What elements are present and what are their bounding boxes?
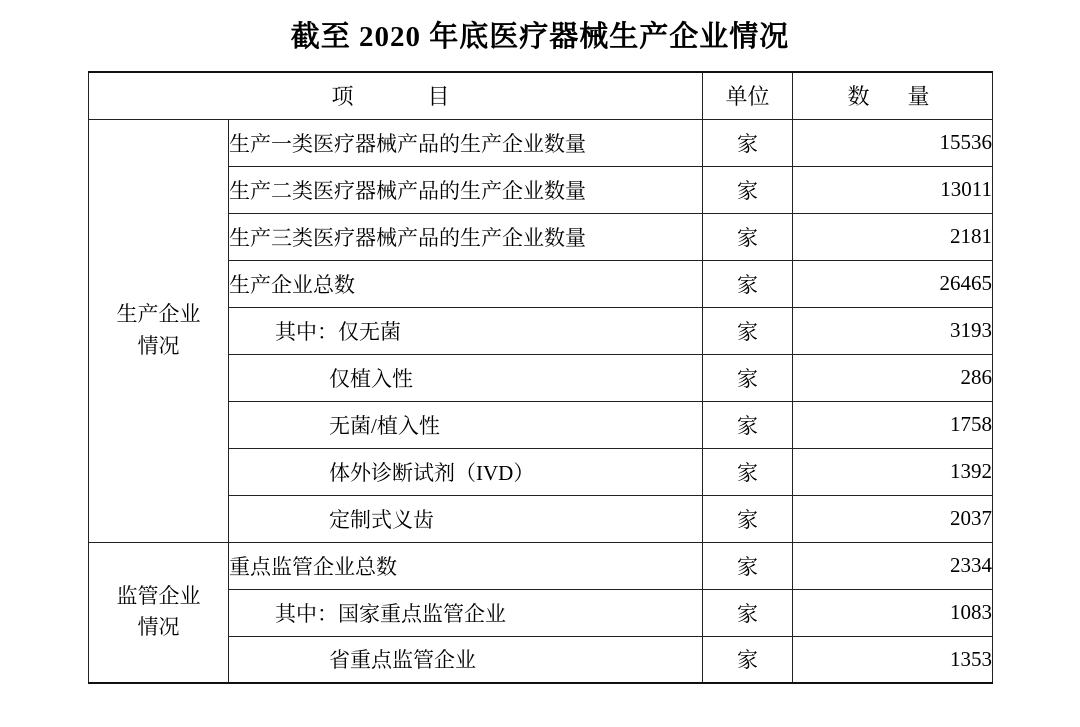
table-header-row (89, 72, 993, 119)
row-item: 生产三类医疗器械产品的生产企业数量 (229, 213, 703, 260)
row-value: 3193 (793, 307, 993, 354)
row-value: 2334 (793, 542, 993, 589)
row-item: 省重点监管企业 (229, 636, 703, 683)
row-value: 286 (793, 354, 993, 401)
row-value: 1758 (793, 401, 993, 448)
row-value: 1083 (793, 589, 993, 636)
row-item: 无菌/植入性 (229, 401, 703, 448)
row-unit: 家 (703, 307, 793, 354)
row-unit: 家 (703, 354, 793, 401)
header-unit: 单位 (703, 72, 793, 119)
row-unit: 家 (703, 166, 793, 213)
row-unit: 家 (703, 260, 793, 307)
row-item: 生产企业总数 (229, 260, 703, 307)
group-label-line1: 生产企业 (116, 302, 201, 326)
row-value: 2037 (793, 495, 993, 542)
header-value: 数 量 (793, 72, 993, 119)
row-value: 1392 (793, 448, 993, 495)
table-row (89, 119, 993, 166)
table-container (0, 71, 1080, 684)
row-item: 定制式义齿 (229, 495, 703, 542)
row-unit: 家 (703, 119, 793, 166)
medical-device-manufacturers-table (88, 71, 993, 684)
page-title: 截至 2020 年底医疗器械生产企业情况 (290, 21, 790, 53)
group-label-supervision (89, 542, 229, 683)
row-item: 其中：国家重点监管企业 (229, 589, 703, 636)
group-label-line2: 情况 (137, 333, 180, 358)
row-item: 体外诊断试剂（IVD） (229, 448, 703, 495)
row-unit: 家 (703, 542, 793, 589)
row-value: 2181 (793, 213, 993, 260)
row-value: 15536 (793, 119, 993, 166)
group-label-line1: 监管企业 (116, 583, 201, 608)
row-unit: 家 (703, 213, 793, 260)
row-value: 1353 (793, 636, 993, 683)
row-item: 重点监管企业总数 (229, 542, 703, 589)
row-value: 13011 (793, 166, 993, 213)
row-item: 仅植入性 (229, 354, 703, 401)
table-row (89, 542, 993, 589)
group-label-production (89, 119, 229, 542)
row-value: 26465 (793, 260, 993, 307)
row-unit: 家 (703, 495, 793, 542)
row-unit: 家 (703, 636, 793, 683)
row-item: 生产二类医疗器械产品的生产企业数量 (229, 166, 703, 213)
header-item: 项 目 (89, 72, 703, 119)
row-unit: 家 (703, 448, 793, 495)
row-item: 生产一类医疗器械产品的生产企业数量 (229, 119, 703, 166)
row-unit: 家 (703, 589, 793, 636)
row-unit: 家 (703, 401, 793, 448)
group-label-line2: 情况 (137, 615, 180, 640)
row-item: 其中：仅无菌 (229, 307, 703, 354)
